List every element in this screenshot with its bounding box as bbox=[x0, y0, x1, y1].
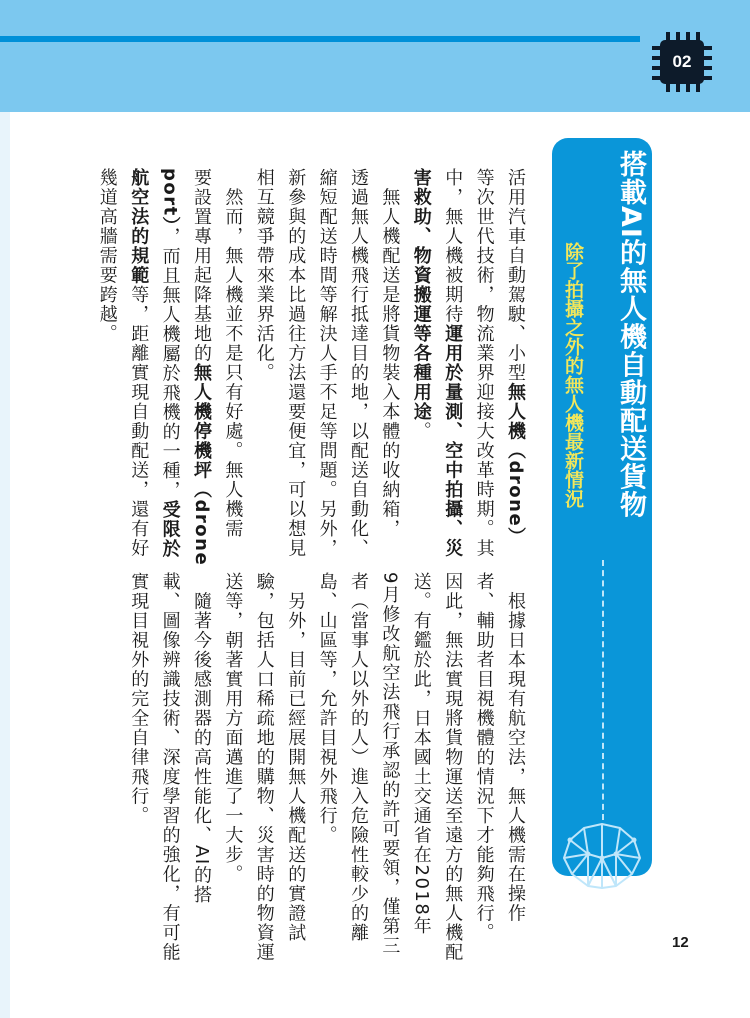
text-column bbox=[374, 572, 405, 955]
text-run: 相互競爭帶來業界活化。 bbox=[253, 168, 275, 383]
text-run: 送等，朝著實用方面邁進了一大步。 bbox=[222, 572, 244, 884]
text-run: 根據日本現有航空法，無人機需在操作 bbox=[505, 572, 526, 923]
bold-phrase: 無人機停機坪（drone bbox=[191, 363, 212, 567]
text-column bbox=[406, 168, 437, 441]
text-column bbox=[469, 168, 500, 558]
section-number: 02 bbox=[672, 52, 692, 71]
bold-phrase: 無人機（drone） bbox=[505, 382, 526, 547]
text-column bbox=[249, 572, 280, 962]
text-column bbox=[186, 168, 217, 566]
text-column bbox=[155, 168, 186, 559]
text-run: 載、圖像辨識技術、深度學習的強化，有可能 bbox=[159, 572, 181, 962]
text-column bbox=[343, 572, 374, 943]
text-column bbox=[123, 168, 154, 558]
text-run: 實現目視外的完全自律飛行。 bbox=[128, 572, 150, 826]
text-column bbox=[186, 572, 217, 905]
text-run: 要設置專用起降基地的 bbox=[191, 168, 212, 363]
text-column bbox=[374, 168, 405, 539]
text-column bbox=[500, 168, 531, 547]
text-run: 新參與的成本比過往方法還要便宜，可以想見 bbox=[285, 168, 307, 558]
text-column bbox=[123, 572, 154, 826]
text-column bbox=[217, 572, 248, 884]
text-column bbox=[217, 168, 248, 539]
page-margin-strip bbox=[0, 112, 10, 1018]
text-column bbox=[312, 572, 343, 845]
text-column bbox=[92, 168, 123, 344]
bold-phrase: 害救助、物資搬運等各種用途 bbox=[410, 168, 432, 422]
text-column bbox=[406, 572, 437, 936]
bold-phrase: port） bbox=[159, 168, 181, 228]
text-run: 然而，無人機並不是只有好處。無人機需 bbox=[222, 168, 244, 539]
text-run: 中，無人機被期待 bbox=[442, 168, 464, 324]
bold-phrase: 航空法的規範 bbox=[128, 168, 150, 285]
text-run: 等次世代技術，物流業界迎接大改革時期。其 bbox=[473, 168, 495, 558]
header-bar bbox=[0, 0, 750, 112]
text-column bbox=[312, 168, 343, 558]
text-run: 因此，無法實現將貨物運送至遠方的無人機配 bbox=[442, 572, 464, 962]
section-badge bbox=[650, 30, 714, 94]
page-title: 搭載AI的無人機自動配送貨物 bbox=[615, 150, 646, 519]
text-column bbox=[437, 168, 468, 558]
text-run: 驗，包括人口稀疏地的購物、災害時的物資運 bbox=[253, 572, 275, 962]
text-run: 者（當事人以外的人）進入危險性較少的離 bbox=[348, 572, 369, 943]
panel-divider bbox=[602, 560, 604, 820]
page-subtitle: 除了拍攝之外的無人機最新情況 bbox=[562, 242, 584, 508]
text-run: ，而且無人機屬於飛機的一種， bbox=[159, 227, 181, 501]
text-run: 幾道高牆需要跨越。 bbox=[96, 168, 118, 344]
text-run: 透過無人機飛行抵達目的地，以配送自動化、 bbox=[348, 168, 369, 558]
text-run: 9月修改航空法飛行承認的許可要領，僅第三 bbox=[379, 572, 401, 956]
text-run: 縮短配送時間等解決人手不足等問題。另外， bbox=[316, 168, 338, 558]
text-run: 隨著今後感測器的高性能化、AI的搭 bbox=[191, 572, 212, 905]
bold-phrase: 運用於量測、空中拍攝、災 bbox=[442, 324, 464, 558]
text-run: 者、輔助者目視機體的情況下才能夠飛行。 bbox=[473, 572, 495, 943]
text-column bbox=[437, 572, 468, 962]
bold-phrase: 受限於 bbox=[159, 500, 181, 559]
text-column bbox=[155, 572, 186, 962]
text-run: 另外，目前已經展開無人機配送的實證試 bbox=[285, 572, 307, 943]
text-column bbox=[343, 168, 374, 558]
page-number: 12 bbox=[672, 934, 689, 951]
text-column bbox=[280, 572, 311, 943]
text-column bbox=[469, 572, 500, 943]
text-run: 活用汽車自動駕駛、小型 bbox=[505, 168, 526, 383]
header-rule bbox=[0, 36, 640, 42]
text-run: 島、山區等，允許目視外飛行。 bbox=[316, 572, 338, 845]
text-column bbox=[500, 572, 531, 923]
text-run: 送。有鑑於此，日本國土交通省在2018年 bbox=[410, 572, 432, 936]
text-column bbox=[280, 168, 311, 558]
text-column bbox=[249, 168, 280, 383]
text-run: 無人機配送是將貨物裝入本體的收納箱， bbox=[379, 168, 401, 539]
text-run: 等，距離實現自動配送，還有好 bbox=[128, 285, 150, 558]
brain-network-icon bbox=[556, 818, 648, 892]
text-run: 。 bbox=[410, 421, 432, 441]
